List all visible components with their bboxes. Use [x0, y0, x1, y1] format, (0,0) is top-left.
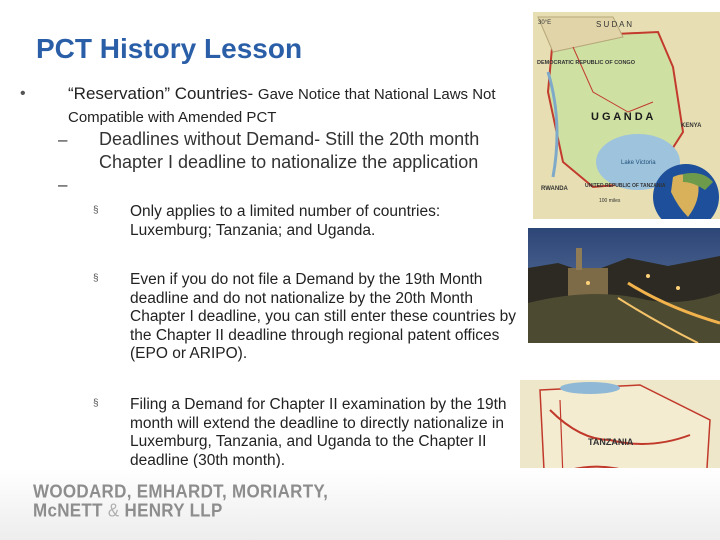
- uganda-map-image: [533, 12, 720, 219]
- square-bullet-icon: §: [93, 205, 99, 216]
- logo-ampersand: &: [107, 500, 120, 521]
- sub-item: Even if you do not file a Demand by the 19th Month deadline and do not nationalize by the 20th Month Chapter I deadline, you can still enter these countries by the Chapter II deadline through regional patent offices (EPO or ARIPO).: [130, 271, 517, 362]
- sub-item: Filing a Demand for Chapter II examination by the 19th month will extend the deadline to directly nationalize in Luxemburg, Tanzania, and Uganda to the Chapter II deadline (30th month).: [130, 396, 507, 469]
- logo-suffix: HENRY LLP: [124, 500, 223, 521]
- logo-line-2: [33, 500, 223, 522]
- map-label-lake-victoria: Lake Victoria: [621, 160, 656, 166]
- slide-title: PCT History Lesson: [36, 33, 303, 64]
- map-label-longitude: 30°E: [538, 20, 552, 26]
- bullet-main-part2: Gave Notice that National Laws Not Compatible with Amended PCT: [68, 86, 496, 126]
- sub-item: Only applies to a limited number of countries: Luxemburg; Tanzania; and Uganda.: [130, 203, 441, 239]
- map-label-uganda: U G A N D A: [591, 111, 654, 123]
- bullet-main-part1: “Reservation” Countries-: [68, 84, 254, 103]
- luxembourg-photo-graphic: [528, 228, 720, 343]
- dash-item-deadlines: Deadlines without Demand- Still the 20th month Chapter I deadline to nationalize the application: [99, 129, 480, 172]
- square-bullet-icon: §: [93, 273, 99, 284]
- map-label-scale: 100 miles: [599, 198, 621, 204]
- luxembourg-photo: [528, 228, 720, 343]
- logo-line-1: WOODARD, EMHARDT, MORIARTY,: [33, 481, 329, 502]
- dash-icon: –: [58, 130, 68, 149]
- bullet-main: [68, 83, 518, 129]
- map-label-rwanda: RWANDA: [541, 186, 568, 192]
- logo-prefix: McNETT: [33, 500, 103, 521]
- dash-icon: –: [58, 175, 68, 194]
- uganda-map-graphic: [533, 12, 720, 219]
- bullet-icon: •: [20, 85, 26, 102]
- map-label-tanzania-country: TANZANIA: [588, 437, 634, 447]
- square-bullet-icon: §: [93, 398, 99, 409]
- map-label-sudan: S U D A N: [596, 20, 633, 29]
- map-label-kenya: KENYA: [681, 123, 702, 129]
- map-label-tanzania: UNITED REPUBLIC OF TANZANIA: [585, 183, 666, 189]
- map-label-congo: DEMOCRATIC REPUBLIC OF CONGO: [537, 60, 635, 66]
